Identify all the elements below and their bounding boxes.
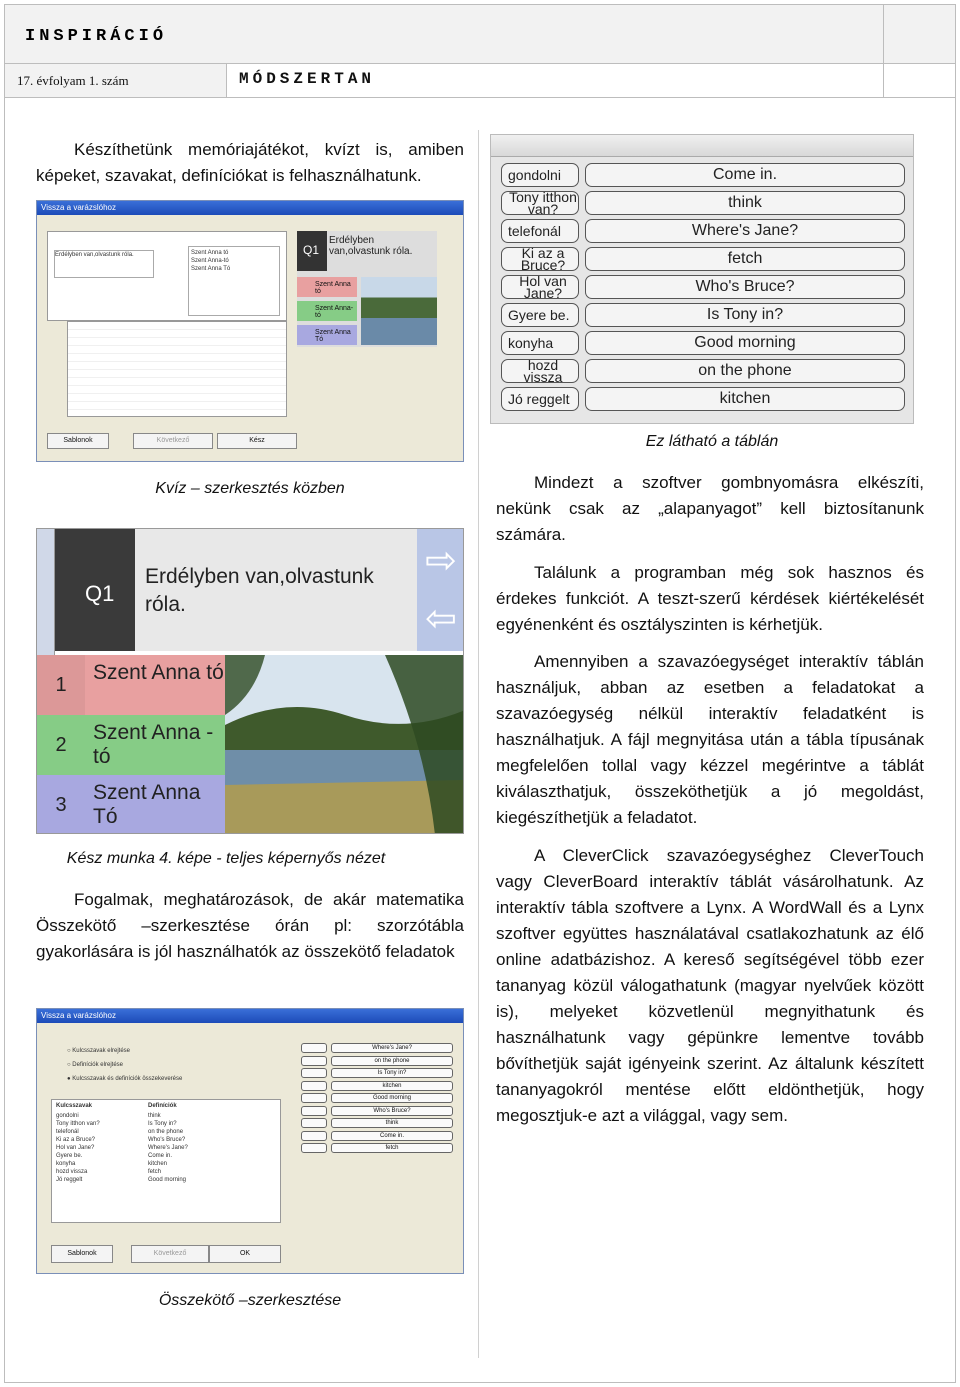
question-label: Q1 xyxy=(55,529,151,651)
keyword-item[interactable]: Ki az a Bruce? xyxy=(56,1137,96,1143)
keyword-item[interactable]: gondolni xyxy=(56,1113,79,1119)
connector-editor-screenshot xyxy=(36,1008,464,1274)
radio-label: Kulcsszavak és definíciók összekeverése xyxy=(72,1076,183,1082)
memory-row xyxy=(501,303,905,327)
memory-row xyxy=(501,359,905,383)
caption-quiz-editor: Kvíz – szerkesztés közben xyxy=(155,480,345,497)
quiz-question-panel xyxy=(47,231,287,321)
preview-card[interactable]: kitchen xyxy=(331,1081,453,1091)
keywords-header: Kulcsszavak xyxy=(56,1103,93,1109)
quiz-preview-q-label: Q1 xyxy=(297,231,327,271)
preview-blank-card[interactable] xyxy=(301,1056,327,1066)
definition-item[interactable]: Is Tony in? xyxy=(148,1121,177,1127)
memory-card-left[interactable]: Gyere be. xyxy=(501,303,579,327)
templates-button[interactable]: Sablonok xyxy=(47,433,109,449)
header-bar xyxy=(4,4,956,64)
memory-card-left[interactable]: Ki az a Bruce? xyxy=(501,247,579,271)
memory-row xyxy=(501,275,905,299)
quiz-editor-screenshot xyxy=(36,200,464,462)
quiz-answer-option[interactable]: Szent Anna-tó xyxy=(191,258,229,264)
definition-item[interactable]: think xyxy=(148,1113,161,1119)
caption-connector: Összekötő –szerkesztése xyxy=(158,1292,342,1309)
preview-card[interactable]: think xyxy=(331,1118,453,1128)
memory-card-left[interactable]: Tony itthon van? xyxy=(501,191,579,215)
preview-row xyxy=(301,1056,453,1066)
column-divider xyxy=(478,130,479,1358)
memory-card-left[interactable]: konyha xyxy=(501,331,579,355)
question-text: Erdélyben van,olvastunk róla. xyxy=(135,529,417,651)
memory-card-left[interactable]: Hol van Jane? xyxy=(501,275,579,299)
quiz-preview-photo xyxy=(361,277,437,345)
quiz-preview-option-1: Szent Anna tó xyxy=(297,277,357,297)
preview-card[interactable]: on the phone xyxy=(331,1056,453,1066)
definition-item[interactable]: Come in. xyxy=(148,1153,173,1159)
answer-text: Szent Anna Tó xyxy=(85,775,225,834)
right-paragraph-2: Találunk a programban még sok hasznos és érdekes funkciót. A teszt-szerű kérdések kiértékelését egyénenként és osztályszinten is kérhetjük. xyxy=(496,563,924,634)
definition-item[interactable]: on the phone xyxy=(148,1129,184,1135)
nav-arrows xyxy=(417,529,464,651)
right-paragraph-4: A CleverClick szavazóegységhez CleverTouch vagy CleverBoard interaktív táblát vásárolhatunk. Az interaktív tábla szoftvere a Lynx. A WordWall és a Lynx szoftver együttes használatával csatlakozhatunk az élő online adatbázishoz. A kereső segítségével több ezer tananyag közül válogathatunk (magyar nyelvűek között is), melyeket közvetlenül megnyithatunk és használhatunk vagy gépünkre lementve tovább bővíthetjük saját igényeink szerint. Az általunk készített tananyagokról mentése előtt eldönthetjük, hogy megosztjuk-e azt a világgal, vagy sem. xyxy=(496,846,924,1125)
quiz-question-list[interactable] xyxy=(67,321,287,417)
preview-card[interactable]: Come in. xyxy=(331,1131,453,1141)
memory-card-right[interactable]: Good morning xyxy=(585,331,905,355)
radio-shuffle[interactable]: ● Kulcsszavak és definíciók összekeverése xyxy=(67,1076,183,1082)
keyword-item[interactable]: hozd vissza xyxy=(56,1169,88,1175)
answer-number: 2 xyxy=(37,715,85,775)
definition-item[interactable]: Where's Jane? xyxy=(148,1145,188,1151)
keyword-item[interactable]: Gyere be. xyxy=(56,1153,83,1159)
connector-pair-table[interactable] xyxy=(51,1099,281,1223)
preview-blank-card[interactable] xyxy=(301,1093,327,1103)
answer-text: Szent Anna -tó xyxy=(85,715,225,775)
definition-item[interactable]: Good morning xyxy=(148,1177,187,1183)
header-subbar xyxy=(4,64,956,98)
issue-label: 17. évfolyam 1. szám xyxy=(5,64,227,97)
memory-row xyxy=(501,247,905,271)
memory-card-right[interactable]: kitchen xyxy=(585,387,905,411)
preview-row xyxy=(301,1106,453,1116)
lake-photo xyxy=(225,655,464,834)
memory-card-right[interactable]: fetch xyxy=(585,247,905,271)
definitions-header: Definíciók xyxy=(148,1103,177,1109)
preview-card[interactable]: fetch xyxy=(331,1143,453,1153)
radio-label: Definíciók elrejtése xyxy=(72,1062,123,1068)
memory-card-right[interactable]: on the phone xyxy=(585,359,905,383)
next-button[interactable]: Következő xyxy=(131,1245,209,1263)
preview-card[interactable]: Who's Bruce? xyxy=(331,1106,453,1116)
memory-row xyxy=(501,163,905,187)
memory-row xyxy=(501,191,905,215)
answer-option-1[interactable] xyxy=(37,655,225,715)
memory-card-left[interactable]: Jó reggelt xyxy=(501,387,579,411)
arrow-left-icon[interactable]: ⇦ xyxy=(425,598,457,640)
journal-title: INSPIRÁCIÓ xyxy=(25,27,168,46)
right-paragraph-3: Amennyiben a szavazóegységet interaktív táblán használjuk, abban az esetben a feladatokat a szavazóegység nélkül interaktív feladatként is használhatjuk. A fájl megnyitása után a tábla típusának megfelelően tollal vagy kézzel megérintve a táblát kiválaszthatjuk, összeköthetjük a jó megoldást, kiegészíthetjük a feladatot. xyxy=(496,652,924,827)
preview-row xyxy=(301,1093,453,1103)
quiz-answer-option[interactable]: Szent Anna Tó xyxy=(191,266,231,272)
memory-card-left[interactable]: gondolni xyxy=(501,163,579,187)
ok-button[interactable]: OK xyxy=(209,1245,281,1263)
answer-number: 1 xyxy=(37,655,85,715)
left-paragraph-2: Fogalmak, meghatározások, de akár matematika Összekötő –szerkesztése órán pl: szorzótábla gyakorlására is jól használhatók az összekötő feladatok xyxy=(36,890,464,961)
preview-card[interactable]: Good morning xyxy=(331,1093,453,1103)
preview-row xyxy=(301,1118,453,1128)
preview-blank-card[interactable] xyxy=(301,1106,327,1116)
answer-option-2[interactable] xyxy=(37,715,225,775)
preview-blank-card[interactable] xyxy=(301,1068,327,1078)
memory-card-left[interactable]: hozd vissza xyxy=(501,359,579,383)
radio-hide-definitions[interactable]: ○ Definíciók elrejtése xyxy=(67,1062,123,1068)
memory-card-right[interactable]: Where's Jane? xyxy=(585,219,905,243)
quiz-answer-option[interactable]: Szent Anna tó xyxy=(191,250,229,256)
preview-row xyxy=(301,1143,453,1153)
quiz-answers-box xyxy=(188,246,280,316)
connector-preview xyxy=(297,1039,457,1163)
definition-list xyxy=(148,1112,268,1184)
quiz-preview-question: Erdélyben van,olvastunk róla. xyxy=(329,235,413,257)
quiz-preview xyxy=(297,231,437,347)
preview-blank-card[interactable] xyxy=(301,1043,327,1053)
answer-number: 3 xyxy=(37,775,85,834)
keyword-list xyxy=(56,1112,144,1184)
next-button[interactable]: Következő xyxy=(133,433,213,449)
preview-blank-card[interactable] xyxy=(301,1081,327,1091)
right-paragraph-1: Mindezt a szoftver gombnyomásra elkészíti, nekünk csak az „alapanyagot” kell biztosítanunk számára. xyxy=(496,473,924,544)
memory-row xyxy=(501,331,905,355)
memory-card-right[interactable]: Is Tony in? xyxy=(585,303,905,327)
memory-card-left[interactable]: telefonál xyxy=(501,219,579,243)
keyword-item[interactable]: konyha xyxy=(56,1161,76,1167)
definition-item[interactable]: Who's Bruce? xyxy=(148,1137,186,1143)
preview-card[interactable]: Where's Jane? xyxy=(331,1043,453,1053)
memory-board-screenshot xyxy=(490,134,914,424)
board-toolbar xyxy=(491,135,914,157)
radio-label: Kulcsszavak elrejtése xyxy=(72,1048,130,1054)
done-button[interactable]: Kész xyxy=(217,433,297,449)
quiz-question-text-box[interactable]: Erdélyben van,olvastunk róla. xyxy=(54,250,154,278)
preview-row xyxy=(301,1131,453,1141)
memory-row xyxy=(501,387,905,411)
memory-row xyxy=(501,219,905,243)
preview-blank-card[interactable] xyxy=(301,1143,327,1153)
preview-blank-card[interactable] xyxy=(301,1131,327,1141)
answer-option-3[interactable] xyxy=(37,775,225,834)
header-divider xyxy=(883,5,884,65)
quiz-editor-titlebar: Vissza a varázslóhoz xyxy=(37,201,463,215)
preview-blank-card[interactable] xyxy=(301,1118,327,1128)
left-paragraph-1: Készíthetünk memóriajátékot, kvízt is, amiben képeket, szavakat, definíciókat is felhasználhatunk. xyxy=(36,140,464,185)
quiz-editor-menubar xyxy=(37,215,463,225)
lake-photo-image xyxy=(225,655,464,834)
keyword-item[interactable]: Tony itthon van? xyxy=(56,1121,100,1127)
header-divider-2 xyxy=(883,64,884,97)
connector-radio-group xyxy=(67,1047,287,1083)
answer-text: Szent Anna tó xyxy=(85,655,225,715)
preview-row xyxy=(301,1081,453,1091)
keyword-item[interactable]: Jó reggelt xyxy=(56,1177,83,1183)
arrow-right-icon[interactable]: ⇨ xyxy=(425,540,457,582)
quiz-preview-option-2: Szent Anna-tó xyxy=(297,301,357,321)
radio-hide-keywords[interactable]: ○ Kulcsszavak elrejtése xyxy=(67,1048,130,1054)
preview-card[interactable]: Is Tony in? xyxy=(331,1068,453,1078)
quiz-preview-option-3: Szent Anna Tó xyxy=(297,325,357,345)
connector-editor-titlebar: Vissza a varázslóhoz xyxy=(37,1009,463,1023)
templates-button[interactable]: Sablonok xyxy=(51,1245,113,1263)
keyword-item[interactable]: Hol van Jane? xyxy=(56,1145,95,1151)
caption-fullscreen: Kész munka 4. képe - teljes képernyős nézet xyxy=(66,850,386,867)
memory-card-right[interactable]: think xyxy=(585,191,905,215)
keyword-item[interactable]: telefonál xyxy=(56,1129,79,1135)
definition-item[interactable]: kitchen xyxy=(148,1161,168,1167)
quiz-fullscreen-screenshot xyxy=(36,528,464,834)
preview-row xyxy=(301,1068,453,1078)
preview-row xyxy=(301,1043,453,1053)
memory-card-right[interactable]: Come in. xyxy=(585,163,905,187)
caption-board: Ez látható a táblán xyxy=(645,433,779,450)
section-label: MÓDSZERTAN xyxy=(239,70,376,88)
connector-editor-menubar xyxy=(37,1023,463,1033)
memory-card-right[interactable]: Who's Bruce? xyxy=(585,275,905,299)
definition-item[interactable]: fetch xyxy=(148,1169,162,1175)
